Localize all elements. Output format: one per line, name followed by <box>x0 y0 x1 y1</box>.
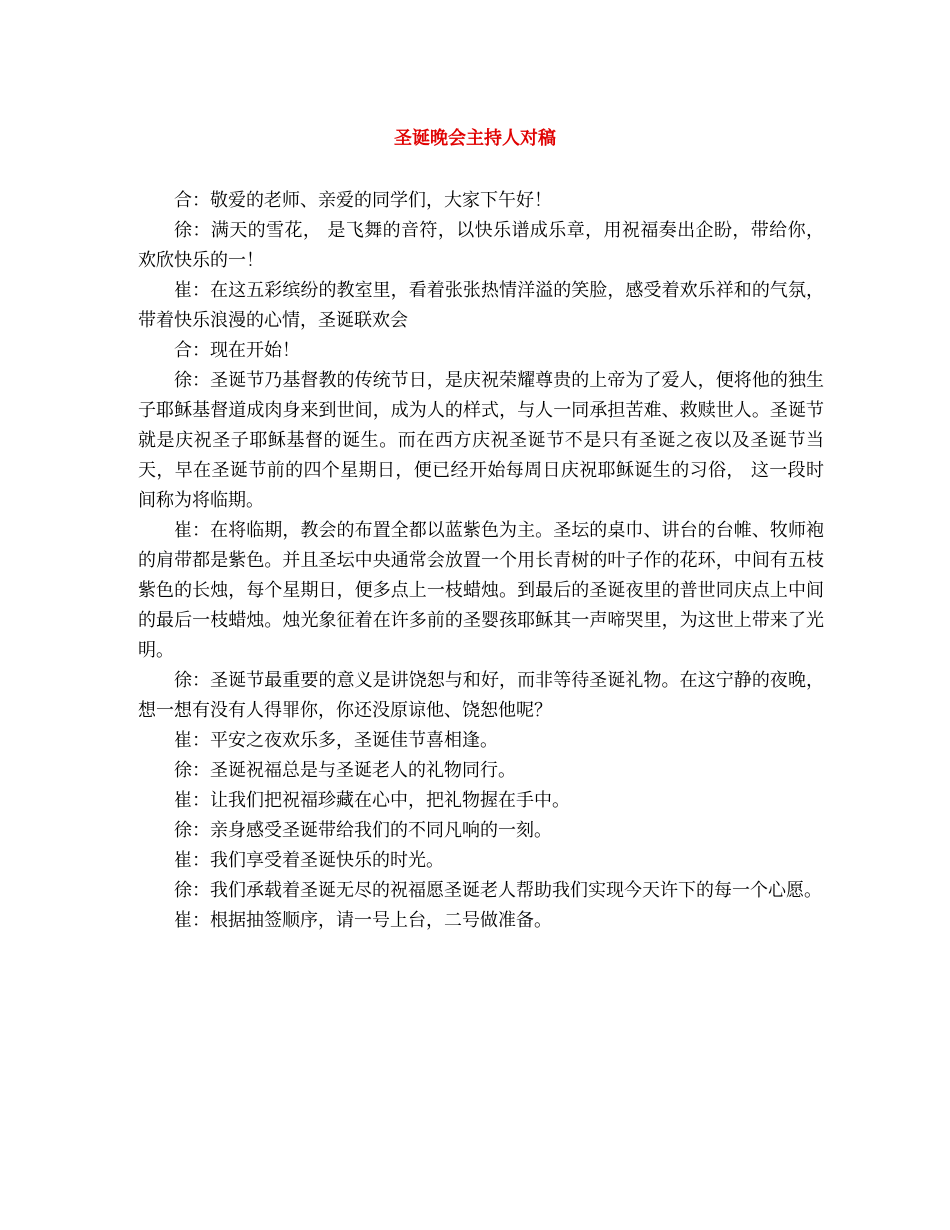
paragraph: 合：敬爱的老师、亲爱的同学们，大家下午好！ <box>174 190 552 211</box>
paragraph: 崔：根据抽签顺序，请一号上台，二号做准备。 <box>174 910 552 931</box>
paragraph: 崔：让我们把祝福珍藏在心中，把礼物握在手中。 <box>174 790 570 811</box>
paragraph: 崔：平安之夜欢乐多，圣诞佳节喜相逢。 <box>174 730 498 751</box>
paragraph: 徐：亲身感受圣诞带给我们的不同凡响的一刻。 <box>174 820 552 841</box>
paragraph: 徐：我们承载着圣诞无尽的祝福愿圣诞老人帮助我们实现今天许下的每一个心愿。 <box>174 880 822 901</box>
paragraph: 徐：满天的雪花， 是飞舞的音符，以快乐谱成乐章，用祝福奏出企盼，带给你， 欢欣快乐的一！ <box>138 220 824 271</box>
paragraph: 崔：在这五彩缤纷的教室里，看着张张热情洋溢的笑脸，感受着欢乐祥和的气氛，带着快乐浪漫的心情，圣诞联欢会 <box>138 280 824 331</box>
document-title: 圣诞晚会主持人对稿 <box>394 128 556 149</box>
document-body <box>138 186 824 936</box>
paragraph: 崔：在将临期，教会的布置全都以蓝紫色为主。圣坛的桌巾、讲台的台帷、牧师袍的肩带都是紫色。并且圣坛中央通常会放置一个用长青树的叶子作的花环，中间有五枝紫色的长烛，每个星期日，便多点上一枝蜡烛。到最后的圣诞夜里的普世同庆点上中间的最后一枝蜡烛。烛光象征着在许多前的圣婴孩耶稣其一声啼哭里，为这世上带来了光明。 <box>138 520 824 661</box>
paragraph: 徐：圣诞节最重要的意义是讲饶恕与和好，而非等待圣诞礼物。在这宁静的夜晚，想一想有没有人得罪你，你还没原谅他、饶恕他呢？ <box>138 670 824 721</box>
paragraph: 合：现在开始！ <box>174 340 300 361</box>
paragraph: 徐：圣诞节乃基督教的传统节日，是庆祝荣耀尊贵的上帝为了爱人，便将他的独生子耶稣基督道成肉身来到世间，成为人的样式，与人一同承担苦难、救赎世人。圣诞节就是庆祝圣子耶稣基督的诞生。而在西方庆祝圣诞节不是只有圣诞之夜以及圣诞节当天，早在圣诞节前的四个星期日，便已经开始每周日庆祝耶稣诞生的习俗， 这一段时间称为将临期。 <box>138 370 824 511</box>
paragraph: 徐：圣诞祝福总是与圣诞老人的礼物同行。 <box>174 760 516 781</box>
paragraph: 崔：我们享受着圣诞快乐的时光。 <box>174 850 444 871</box>
